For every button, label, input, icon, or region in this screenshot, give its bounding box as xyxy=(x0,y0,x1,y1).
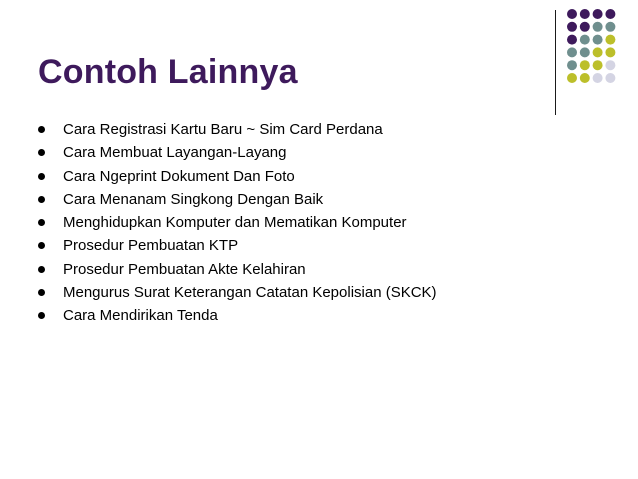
bullet-item xyxy=(38,281,437,304)
decorative-dot-purple xyxy=(567,9,577,19)
bullet-icon xyxy=(38,149,45,156)
bullet-text: Cara Registrasi Kartu Baru ~ Sim Card Perdana xyxy=(63,121,383,138)
decorative-dot-purple xyxy=(605,9,615,19)
decorative-dot-olive xyxy=(593,60,603,70)
bullet-icon xyxy=(38,312,45,319)
bullet-text: Cara Membuat Layangan-Layang xyxy=(63,144,287,162)
bullet-icon xyxy=(38,196,45,203)
decorative-dot-lavender xyxy=(593,73,603,83)
bullet-item xyxy=(38,141,437,164)
decorative-dot-olive xyxy=(593,47,603,57)
decorative-dot-purple xyxy=(567,22,577,32)
bullet-text: Menghidupkan Komputer dan Mematikan Komputer xyxy=(63,214,407,232)
bullet-icon xyxy=(38,126,45,133)
bullet-text: Prosedur Pembuatan Akte Kelahiran xyxy=(63,260,306,278)
decorative-dot-teal xyxy=(567,60,577,70)
decorative-divider-line xyxy=(555,10,556,115)
bullet-text: Mengurus Surat Keterangan Catatan Kepolisian (SKCK) xyxy=(63,284,437,302)
slide-title: Contoh Lainnya xyxy=(38,53,298,91)
bullet-icon xyxy=(38,219,45,226)
bullet-icon xyxy=(38,173,45,180)
decorative-dot-teal xyxy=(605,22,615,32)
bullet-list xyxy=(38,118,437,328)
decorative-dot-olive xyxy=(605,35,615,45)
bullet-text: Cara Mendirikan Tenda xyxy=(63,307,218,325)
bullet-item xyxy=(38,188,437,211)
decorative-dot-purple xyxy=(580,22,590,32)
decorative-dot-olive xyxy=(580,73,590,83)
bullet-item xyxy=(38,165,437,188)
bullet-item xyxy=(38,258,437,281)
decorative-dot-purple xyxy=(593,9,603,19)
decorative-dot-teal xyxy=(593,35,603,45)
bullet-text: Cara Ngeprint Dokument Dan Foto xyxy=(63,167,295,185)
decorative-dot-teal xyxy=(580,47,590,57)
bullet-item xyxy=(38,211,437,234)
bullet-text: Cara Menanam Singkong Dengan Baik xyxy=(63,190,324,208)
bullet-text: Prosedur Pembuatan KTP xyxy=(63,237,239,255)
decorative-dot-lavender xyxy=(605,73,615,83)
decorative-dot-olive xyxy=(580,60,590,70)
bullet-icon xyxy=(38,242,45,249)
bullet-icon xyxy=(38,266,45,273)
bullet-item xyxy=(38,304,437,327)
decorative-dot-lavender xyxy=(605,60,615,70)
decorative-dot-teal xyxy=(580,35,590,45)
bullet-item xyxy=(38,234,437,257)
decorative-dot-purple xyxy=(580,9,590,19)
decorative-dot-purple xyxy=(567,35,577,45)
decorative-dot-olive xyxy=(605,47,615,57)
bullet-icon xyxy=(38,289,45,296)
decorative-dot-olive xyxy=(567,73,577,83)
decorative-dot-teal xyxy=(567,47,577,57)
decorative-dot-teal xyxy=(593,22,603,32)
bullet-item xyxy=(38,118,437,141)
